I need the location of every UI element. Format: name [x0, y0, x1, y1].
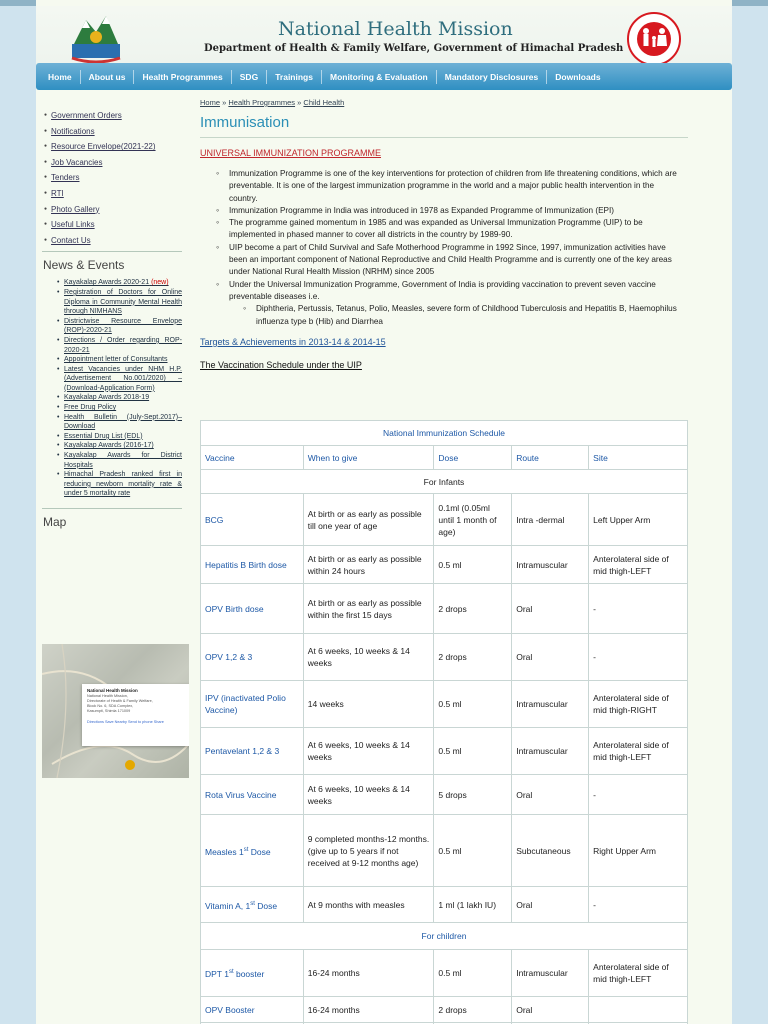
- site-cell: -: [589, 584, 688, 634]
- group-row-children: For children: [201, 923, 688, 950]
- vaccine-cell: Rota Virus Vaccine: [201, 775, 304, 815]
- vaccine-cell: OPV 1,2 & 3: [201, 634, 304, 681]
- nav-health-programmes[interactable]: Health Programmes: [134, 70, 231, 84]
- map-card-address-line: Directorate of Health & Family Welfare,: [87, 699, 153, 703]
- vaccine-cell: OPV Birth dose: [201, 584, 304, 634]
- sidebar-item-government-orders[interactable]: ● Government Orders: [44, 108, 188, 124]
- site-title: National Health Mission: [278, 18, 513, 40]
- route-cell: Oral: [512, 887, 589, 923]
- sub-list-item: ◦ Diphtheria, Pertussis, Tetanus, Polio, Measles, severe form of Childhood Tuberculosis and Hepatitis B, Haemophilus influenza type b (Hib) and Diarrhea: [243, 303, 684, 328]
- list-item: ◦ Under the Universal Immunization Programme, Government of India is providing vaccination to prevent seven vaccine preventable diseases i.e. ◦ Diphtheria, Pertussis, Tetanus, Polio, Measles, severe form of Childhood Tuberculosis and Hepatitis B, Haemophilus influenza type b (Hib) and Diarrhea: [216, 279, 684, 328]
- column-header: Vaccine: [201, 446, 304, 470]
- table-row: [201, 546, 688, 584]
- programme-points: [216, 168, 684, 328]
- map-link-nearby[interactable]: Nearby: [114, 720, 127, 724]
- table-row: [201, 887, 688, 923]
- nav-mandatory-disclosures[interactable]: Mandatory Disclosures: [437, 70, 548, 84]
- news-item[interactable]: • Himachal Pradesh ranked first in reducing newborn mortality rate & under 5 mortality rate: [64, 470, 182, 499]
- news-item[interactable]: • Directions / Order regarding ROP-2020-21: [64, 336, 182, 355]
- when-cell: At 9 months with measles: [303, 887, 434, 923]
- when-cell: 16-24 months: [303, 997, 434, 1023]
- list-item: ◦ The programme gained momentum in 1985 and was expanded as Universal Immunization Programme (UIP) to be implemented in phased manner to cover all districts in the country by 1989-90.: [216, 217, 684, 242]
- route-cell: Oral: [512, 997, 589, 1023]
- route-cell: Intramuscular: [512, 728, 589, 775]
- divider: [42, 251, 182, 252]
- news-item[interactable]: • Kayakalap Awards 2018-19: [64, 393, 182, 403]
- sidebar-item-resource-envelope[interactable]: ● Resource Envelope(2021-22): [44, 139, 188, 155]
- table-row: [201, 584, 688, 634]
- vaccine-cell: Hepatitis B Birth dose: [201, 546, 304, 584]
- nav-about-us[interactable]: About us: [81, 70, 135, 84]
- state-emblem-logo[interactable]: [66, 10, 126, 64]
- dose-cell: 5 drops: [434, 775, 512, 815]
- news-item[interactable]: • Kayakalap Awards (2016-17): [64, 441, 182, 451]
- divider: [42, 508, 182, 509]
- map-card-address-line: National Health Mission,: [87, 694, 128, 698]
- nav-downloads[interactable]: Downloads: [555, 71, 601, 82]
- map-heading: Map: [43, 515, 67, 529]
- route-cell: Intramuscular: [512, 950, 589, 997]
- site-cell: -: [589, 634, 688, 681]
- vaccine-cell: IPV (inactivated Polio Vaccine): [201, 681, 304, 728]
- sidebar-item-rti[interactable]: ● RTI: [44, 186, 188, 202]
- dose-cell: 0.5 ml: [434, 728, 512, 775]
- dose-cell: 0.5 ml: [434, 546, 512, 584]
- site-cell: [589, 997, 688, 1023]
- dose-cell: 1 ml (1 lakh IU): [434, 887, 512, 923]
- vaccine-cell: OPV Booster: [201, 997, 304, 1023]
- sidebar-item-notifications[interactable]: ● Notifications: [44, 124, 188, 140]
- vaccine-cell: Measles 1st Dose: [201, 815, 304, 887]
- column-header: Site: [589, 446, 688, 470]
- when-cell: At 6 weeks, 10 weeks & 14 weeks: [303, 634, 434, 681]
- quick-links: [44, 108, 188, 248]
- news-item[interactable]: • Registration of Doctors for Online Diploma in Community Mental Health through NIMHANS: [64, 288, 182, 317]
- breadcrumb: Home » Health Programmes » Child Health: [200, 98, 345, 107]
- site-cell: Left Upper Arm: [589, 494, 688, 546]
- immunization-schedule-table: [200, 420, 688, 1024]
- when-cell: At 6 weeks, 10 weeks & 14 weeks: [303, 775, 434, 815]
- nav-monitoring-evaluation[interactable]: Monitoring & Evaluation: [322, 70, 437, 84]
- table-row: [201, 494, 688, 546]
- when-cell: At 6 weeks, 10 weeks & 14 weeks: [303, 728, 434, 775]
- news-heading: News & Events: [43, 258, 125, 273]
- breadcrumb-child-health[interactable]: Child Health: [303, 98, 345, 107]
- map-link-share[interactable]: Share: [153, 720, 164, 724]
- table-row: [201, 997, 688, 1023]
- column-header: When to give: [303, 446, 434, 470]
- table-row: [201, 775, 688, 815]
- when-cell: At birth or as early as possible within 24 hours: [303, 546, 434, 584]
- map-card-address-line: Block No. 6, SDA Complex,: [87, 704, 134, 708]
- route-cell: Oral: [512, 584, 589, 634]
- news-item[interactable]: • Appointment letter of Consultants: [64, 355, 182, 365]
- route-cell: Intramuscular: [512, 681, 589, 728]
- divider: [200, 137, 688, 138]
- table-row: [201, 950, 688, 997]
- table-row: [201, 728, 688, 775]
- when-cell: 9 completed months-12 months. (give up to 5 years if not received at 9-12 months age): [303, 815, 434, 887]
- map-info-card: [82, 684, 189, 746]
- vaccine-cell: Vitamin A, 1st Dose: [201, 887, 304, 923]
- list-item: ◦ Immunization Programme is one of the key interventions for protection of children from life threatening conditions, which are preventable. It is one of the largest immunization programme in the world and a major public health intervention in the country.: [216, 168, 684, 205]
- site-cell: Right Upper Arm: [589, 815, 688, 887]
- nav-trainings[interactable]: Trainings: [267, 70, 322, 84]
- column-header: Route: [512, 446, 589, 470]
- location-map[interactable]: [42, 644, 189, 778]
- targets-link[interactable]: Targets & Achievements in 2013-14 & 2014-15: [200, 336, 386, 347]
- sidebar-item-tenders[interactable]: ● Tenders: [44, 170, 188, 186]
- map-link-send-to-phone[interactable]: Send to phone: [127, 720, 153, 724]
- vaccine-cell: Pentavelant 1,2 & 3: [201, 728, 304, 775]
- page: [36, 0, 732, 1024]
- dose-cell: 0.5 ml: [434, 815, 512, 887]
- schedule-heading: The Vaccination Schedule under the UIP: [200, 359, 362, 370]
- map-card-title: National Health Mission: [87, 688, 138, 693]
- breadcrumb-home[interactable]: Home: [200, 98, 221, 107]
- site-cell: Anterolateral side of mid thigh-RIGHT: [589, 681, 688, 728]
- route-cell: Oral: [512, 775, 589, 815]
- table-header-row: [201, 446, 688, 470]
- page-title: Immunisation: [200, 114, 290, 131]
- dose-cell: 0.5 ml: [434, 681, 512, 728]
- sidebar-item-useful-links[interactable]: ● Useful Links: [44, 217, 188, 233]
- sidebar-item-photo-gallery[interactable]: ● Photo Gallery: [44, 202, 188, 218]
- sidebar-item-contact-us[interactable]: ● Contact Us: [44, 233, 188, 249]
- dose-cell: 0.1ml (0.05ml until 1 month of age): [434, 494, 512, 546]
- nav-sdg[interactable]: SDG: [232, 70, 267, 84]
- map-link-directions[interactable]: Directions: [87, 720, 104, 724]
- map-card-links: [87, 720, 185, 724]
- news-item[interactable]: • Health Bulletin (July-Sept.2017)– Download: [64, 413, 182, 432]
- vaccine-cell: BCG: [201, 494, 304, 546]
- when-cell: At birth or as early as possible till one year of age: [303, 494, 434, 546]
- news-item[interactable]: • Kayakalap Awards for District Hospitals: [64, 451, 182, 470]
- main-content: [200, 98, 730, 1015]
- nhm-logo[interactable]: [626, 12, 682, 68]
- vaccine-cell: DPT 1st booster: [201, 950, 304, 997]
- column-header: Dose: [434, 446, 512, 470]
- map-pin-icon[interactable]: [125, 760, 135, 770]
- site-cell: -: [589, 775, 688, 815]
- route-cell: Intra -dermal: [512, 494, 589, 546]
- site-cell: -: [589, 887, 688, 923]
- route-cell: Intramuscular: [512, 546, 589, 584]
- map-link-save[interactable]: Save: [104, 720, 114, 724]
- breadcrumb-health-programmes[interactable]: Health Programmes: [228, 98, 296, 107]
- dose-cell: 2 drops: [434, 997, 512, 1023]
- when-cell: 16-24 months: [303, 950, 434, 997]
- news-item[interactable]: • Latest Vacancies under NHM H.P. (Advertisement No.001/2020) – (Download-Application Form): [64, 365, 182, 394]
- news-item[interactable]: • Free Drug Policy: [64, 403, 182, 413]
- news-item[interactable]: • Essential Drug List (EDL): [64, 432, 182, 442]
- site-cell: Anterolateral side of mid thigh-LEFT: [589, 950, 688, 997]
- dose-cell: 2 drops: [434, 634, 512, 681]
- table-row: [201, 815, 688, 887]
- when-cell: At birth or as early as possible within the first 15 days: [303, 584, 434, 634]
- news-item[interactable]: • Districtwise Resource Envelope (ROP)-2020-21: [64, 317, 182, 336]
- site-cell: Anterolateral side of mid thigh-LEFT: [589, 728, 688, 775]
- main-nav: [36, 63, 732, 90]
- when-cell: 14 weeks: [303, 681, 434, 728]
- table-row: [201, 634, 688, 681]
- sidebar-item-job-vacancies[interactable]: ● Job Vacancies: [44, 155, 188, 171]
- dose-cell: 2 drops: [434, 584, 512, 634]
- dose-cell: 0.5 ml: [434, 950, 512, 997]
- table-row: [201, 681, 688, 728]
- group-row-infants: For Infants: [201, 470, 688, 494]
- nav-home[interactable]: Home: [40, 70, 81, 84]
- table-title: National Immunization Schedule: [201, 421, 688, 446]
- site-cell: Anterolateral side of mid thigh-LEFT: [589, 546, 688, 584]
- sidebar: [36, 98, 188, 535]
- map-card-address-line: Kasumpti, Shimla 171009: [87, 709, 131, 713]
- route-cell: Oral: [512, 634, 589, 681]
- site-subtitle: Department of Health & Family Welfare, Government of Himachal Pradesh: [204, 43, 624, 54]
- section-title: UNIVERSAL IMMUNIZATION PROGRAMME: [200, 148, 382, 158]
- route-cell: Subcutaneous: [512, 815, 589, 887]
- site-header: [36, 6, 732, 64]
- news-item[interactable]: • Kayakalap Awards 2020-21 (new): [64, 278, 182, 288]
- list-item: ◦ UIP become a part of Child Survival and Safe Motherhood Programme in 1992 Since, 1997, immunization activities have been an important component of National Reproductive and Child Health Programme and is currently one of the key areas under National Rural Health Mission (NRHM) since 2005: [216, 242, 684, 279]
- news-list: [64, 278, 182, 499]
- new-badge: (new): [151, 279, 169, 287]
- list-item: ◦ Immunization Programme in India was introduced in 1978 as Expanded Programme of Immunization (EPI): [216, 205, 684, 217]
